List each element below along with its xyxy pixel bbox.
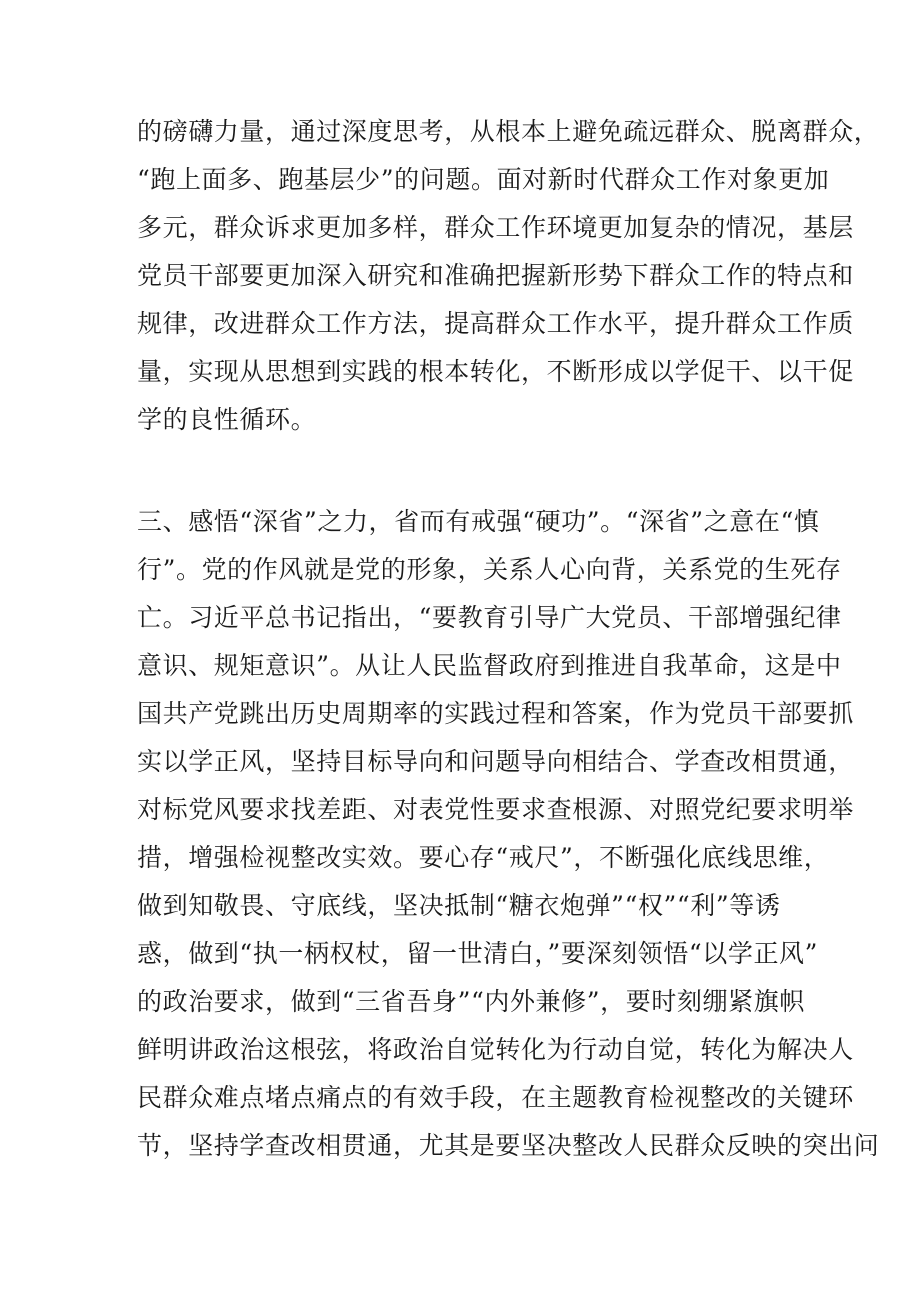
paragraph-2-line-10: 惑，做到“执一柄权杖，留一世清白，”要深刻领悟“以学正风” [137, 939, 819, 968]
paragraph-1-line-6: 量，实现从思想到实践的根本转化，不断形成以学促干、以干促 [137, 357, 854, 386]
paragraph-2-line-12: 鲜明讲政治这根弦，将政治自觉转化为行动自觉，转化为解决人 [137, 1035, 854, 1064]
paragraph-1-line-4: 党员干部要更加深入研究和准确把握新形势下群众工作的特点和 [137, 261, 854, 290]
paragraph-2-line-13: 民群众难点堵点痛点的有效手段，在主题教育检视整改的关键环 [137, 1083, 854, 1112]
paragraph-2-line-2: 行”。党的作风就是党的形象，关系人心向背，关系党的生死存 [137, 555, 842, 584]
paragraph-2-line-6: 实以学正风，坚持目标导向和问题导向相结合、学查改相贯通， [137, 747, 854, 776]
paragraph-2-line-8: 措，增强检视整改实效。要心存“戒尺”，不断强化底线思维， [137, 843, 830, 872]
paragraph-2-line-5: 国共产党跳出历史周期率的实践过程和答案，作为党员干部要抓 [137, 699, 854, 728]
paragraph-2-line-1: 三、感悟“深省”之力，省而有戒强“硬功”。“深省”之意在“慎 [137, 507, 820, 536]
paragraph-1-line-7: 学的良性循环。 [137, 405, 317, 434]
paragraph-2-line-14: 节，坚持学查改相贯通，尤其是要坚决整改人民群众反映的突出问 [137, 1131, 880, 1160]
paragraph-2-line-3: 亡。习近平总书记指出，“要教育引导广大党员、干部增强纪律 [137, 603, 842, 632]
paragraph-2-line-9: 做到知敬畏、守底线，坚决抵制“糖衣炮弹”“权”“利”等诱 [137, 891, 781, 920]
paragraph-2-line-4: 意识、规矩意识”。从让人民监督政府到推进自我革命，这是中 [137, 651, 842, 680]
paragraph-1-line-2: “跑上面多、跑基层少”的问题。面对新时代群众工作对象更加 [137, 165, 830, 194]
paragraph-1-line-5: 规律，改进群众工作方法，提高群众工作水平，提升群众工作质 [137, 309, 854, 338]
paragraph-2-line-7: 对标党风要求找差距、对表党性要求查根源、对照党纪要求明举 [137, 795, 854, 824]
paragraph-1-line-3: 多元，群众诉求更加多样，群众工作环境更加复杂的情况，基层 [137, 213, 854, 242]
paragraph-1-line-1: 的磅礴力量，通过深度思考，从根本上避免疏远群众、脱离群众， [137, 117, 880, 146]
paragraph-2-line-11: 的政治要求，做到“三省吾身”“内外兼修”，要时刻绷紧旗帜 [137, 987, 805, 1016]
